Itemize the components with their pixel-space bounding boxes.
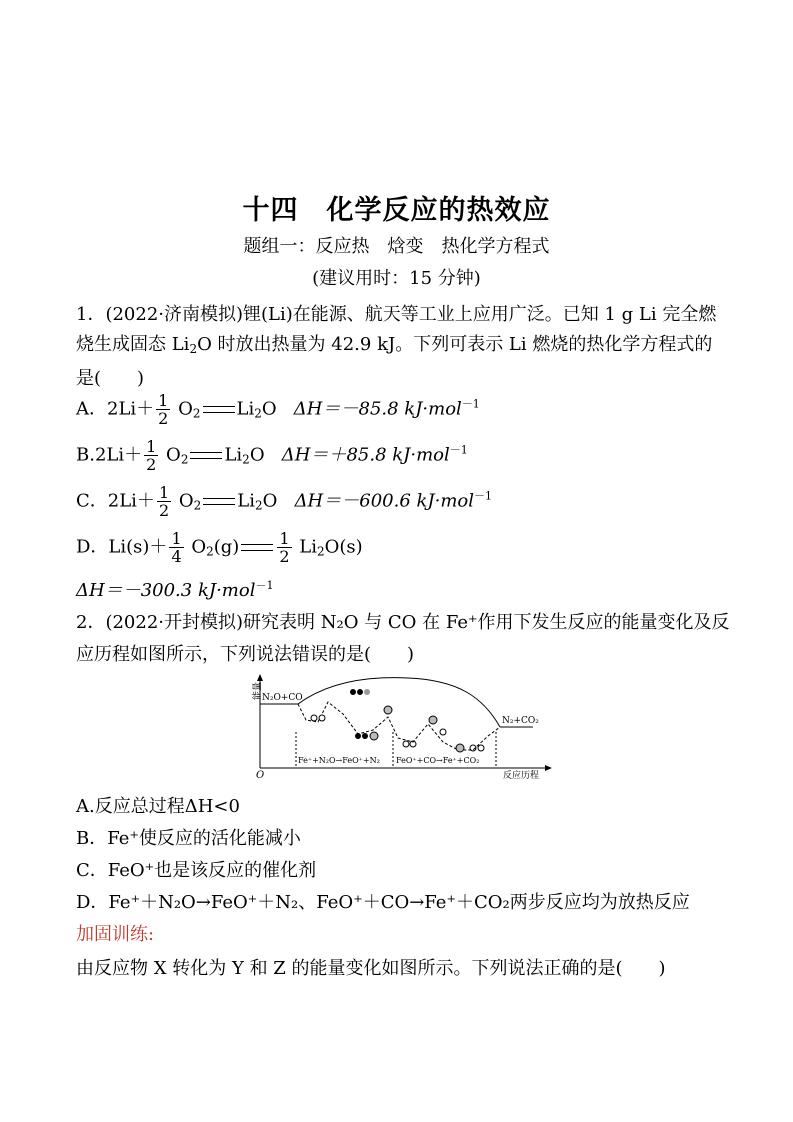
extra-question: 由反应物 X 转化为 Y 和 Z 的能量变化如图所示。下列说法正确的是( ) xyxy=(76,958,666,979)
origin-label: O xyxy=(256,770,265,781)
equals-sign xyxy=(190,452,222,459)
q2-line2: 应历程如图所示，下列说法错误的是( ) xyxy=(76,644,415,665)
x-axis-label: 反应历程 xyxy=(503,771,540,781)
q2-option-d: D．Fe⁺＋N₂O→FeO⁺＋N₂、FeO⁺＋CO→Fe⁺＋CO₂两步反应均为放热反应 xyxy=(76,892,690,913)
equals-sign xyxy=(203,406,235,413)
fraction: $\frac{1}{2}$ xyxy=(146,437,157,474)
q1-line3: 是( ) xyxy=(76,368,145,389)
fraction: $\frac{1}{4}$ xyxy=(171,529,182,566)
page-title: 十四 化学反应的热效应 xyxy=(242,195,551,226)
extra-practice-label: 加固训练: xyxy=(76,924,155,945)
q1-option-a: A．2Li＋ $\frac{1}{2}$ $O_2$ $Li_2O$ ΔH＝－85.8 kJ·mol$^{-1}$ xyxy=(76,391,480,428)
q1-option-d-enthalpy: ΔH＝－300.3 kJ·mol$^{-1}$ xyxy=(76,579,274,601)
fraction: $\frac{1}{2}$ xyxy=(279,529,290,566)
equals-sign xyxy=(203,498,235,505)
energy-diagram xyxy=(248,672,558,782)
q2-line1: 2．(2022·开封模拟)研究表明 N₂O 与 CO 在 Fe⁺作用下发生反应的能量变化及反 xyxy=(76,612,730,633)
step1-label: Fe⁺+N₂O→FeO⁺+N₂ xyxy=(298,756,380,765)
fraction: $\frac{1}{2}$ xyxy=(158,391,169,428)
q1-option-d: D．Li(s)＋ $\frac{1}{4}$ $O_2(g)$ $\frac{1}{2}$ $Li_2O(s)$ xyxy=(76,529,363,566)
q1-line2: 烧生成固态 $Li_2O$ 时放出热量为 42.9 kJ。下列可表示 Li 燃烧的热化学方程式的 xyxy=(76,334,713,356)
q2-option-b: B．Fe⁺使反应的活化能减小 xyxy=(76,828,301,849)
q2-option-c: C．FeO⁺也是该反应的催化剂 xyxy=(76,860,317,881)
time-hint: (建议用时：15 分钟) xyxy=(312,268,481,289)
reactant-label: N₂O+CO xyxy=(262,693,303,703)
fraction: $\frac{1}{2}$ xyxy=(158,483,170,520)
q1-option-c: C．2Li＋ $\frac{1}{2}$ $O_2$ $Li_2O$ ΔH＝－600.6 kJ·mol$^{-1}$ xyxy=(76,483,493,520)
step2-label: FeO⁺+CO→Fe⁺+CO₂ xyxy=(396,756,480,765)
equals-sign xyxy=(241,544,273,551)
section-subtitle: 题组一：反应热 焓变 热化学方程式 xyxy=(243,236,550,257)
y-axis-label: 能量 xyxy=(253,681,263,700)
product-label: N₂+CO₂ xyxy=(502,716,539,726)
q2-option-a: A.反应总过程ΔH<0 xyxy=(76,796,240,817)
q1-option-b: B.2Li＋ $\frac{1}{2}$ $O_2$ $Li_2O$ ΔH＝＋85.8 kJ·mol$^{-1}$ xyxy=(76,437,468,474)
q1-line1: 1．(2022·济南模拟)锂(Li)在能源、航天等工业上应用广泛。已知 1 g Li 完全燃 xyxy=(76,304,717,325)
